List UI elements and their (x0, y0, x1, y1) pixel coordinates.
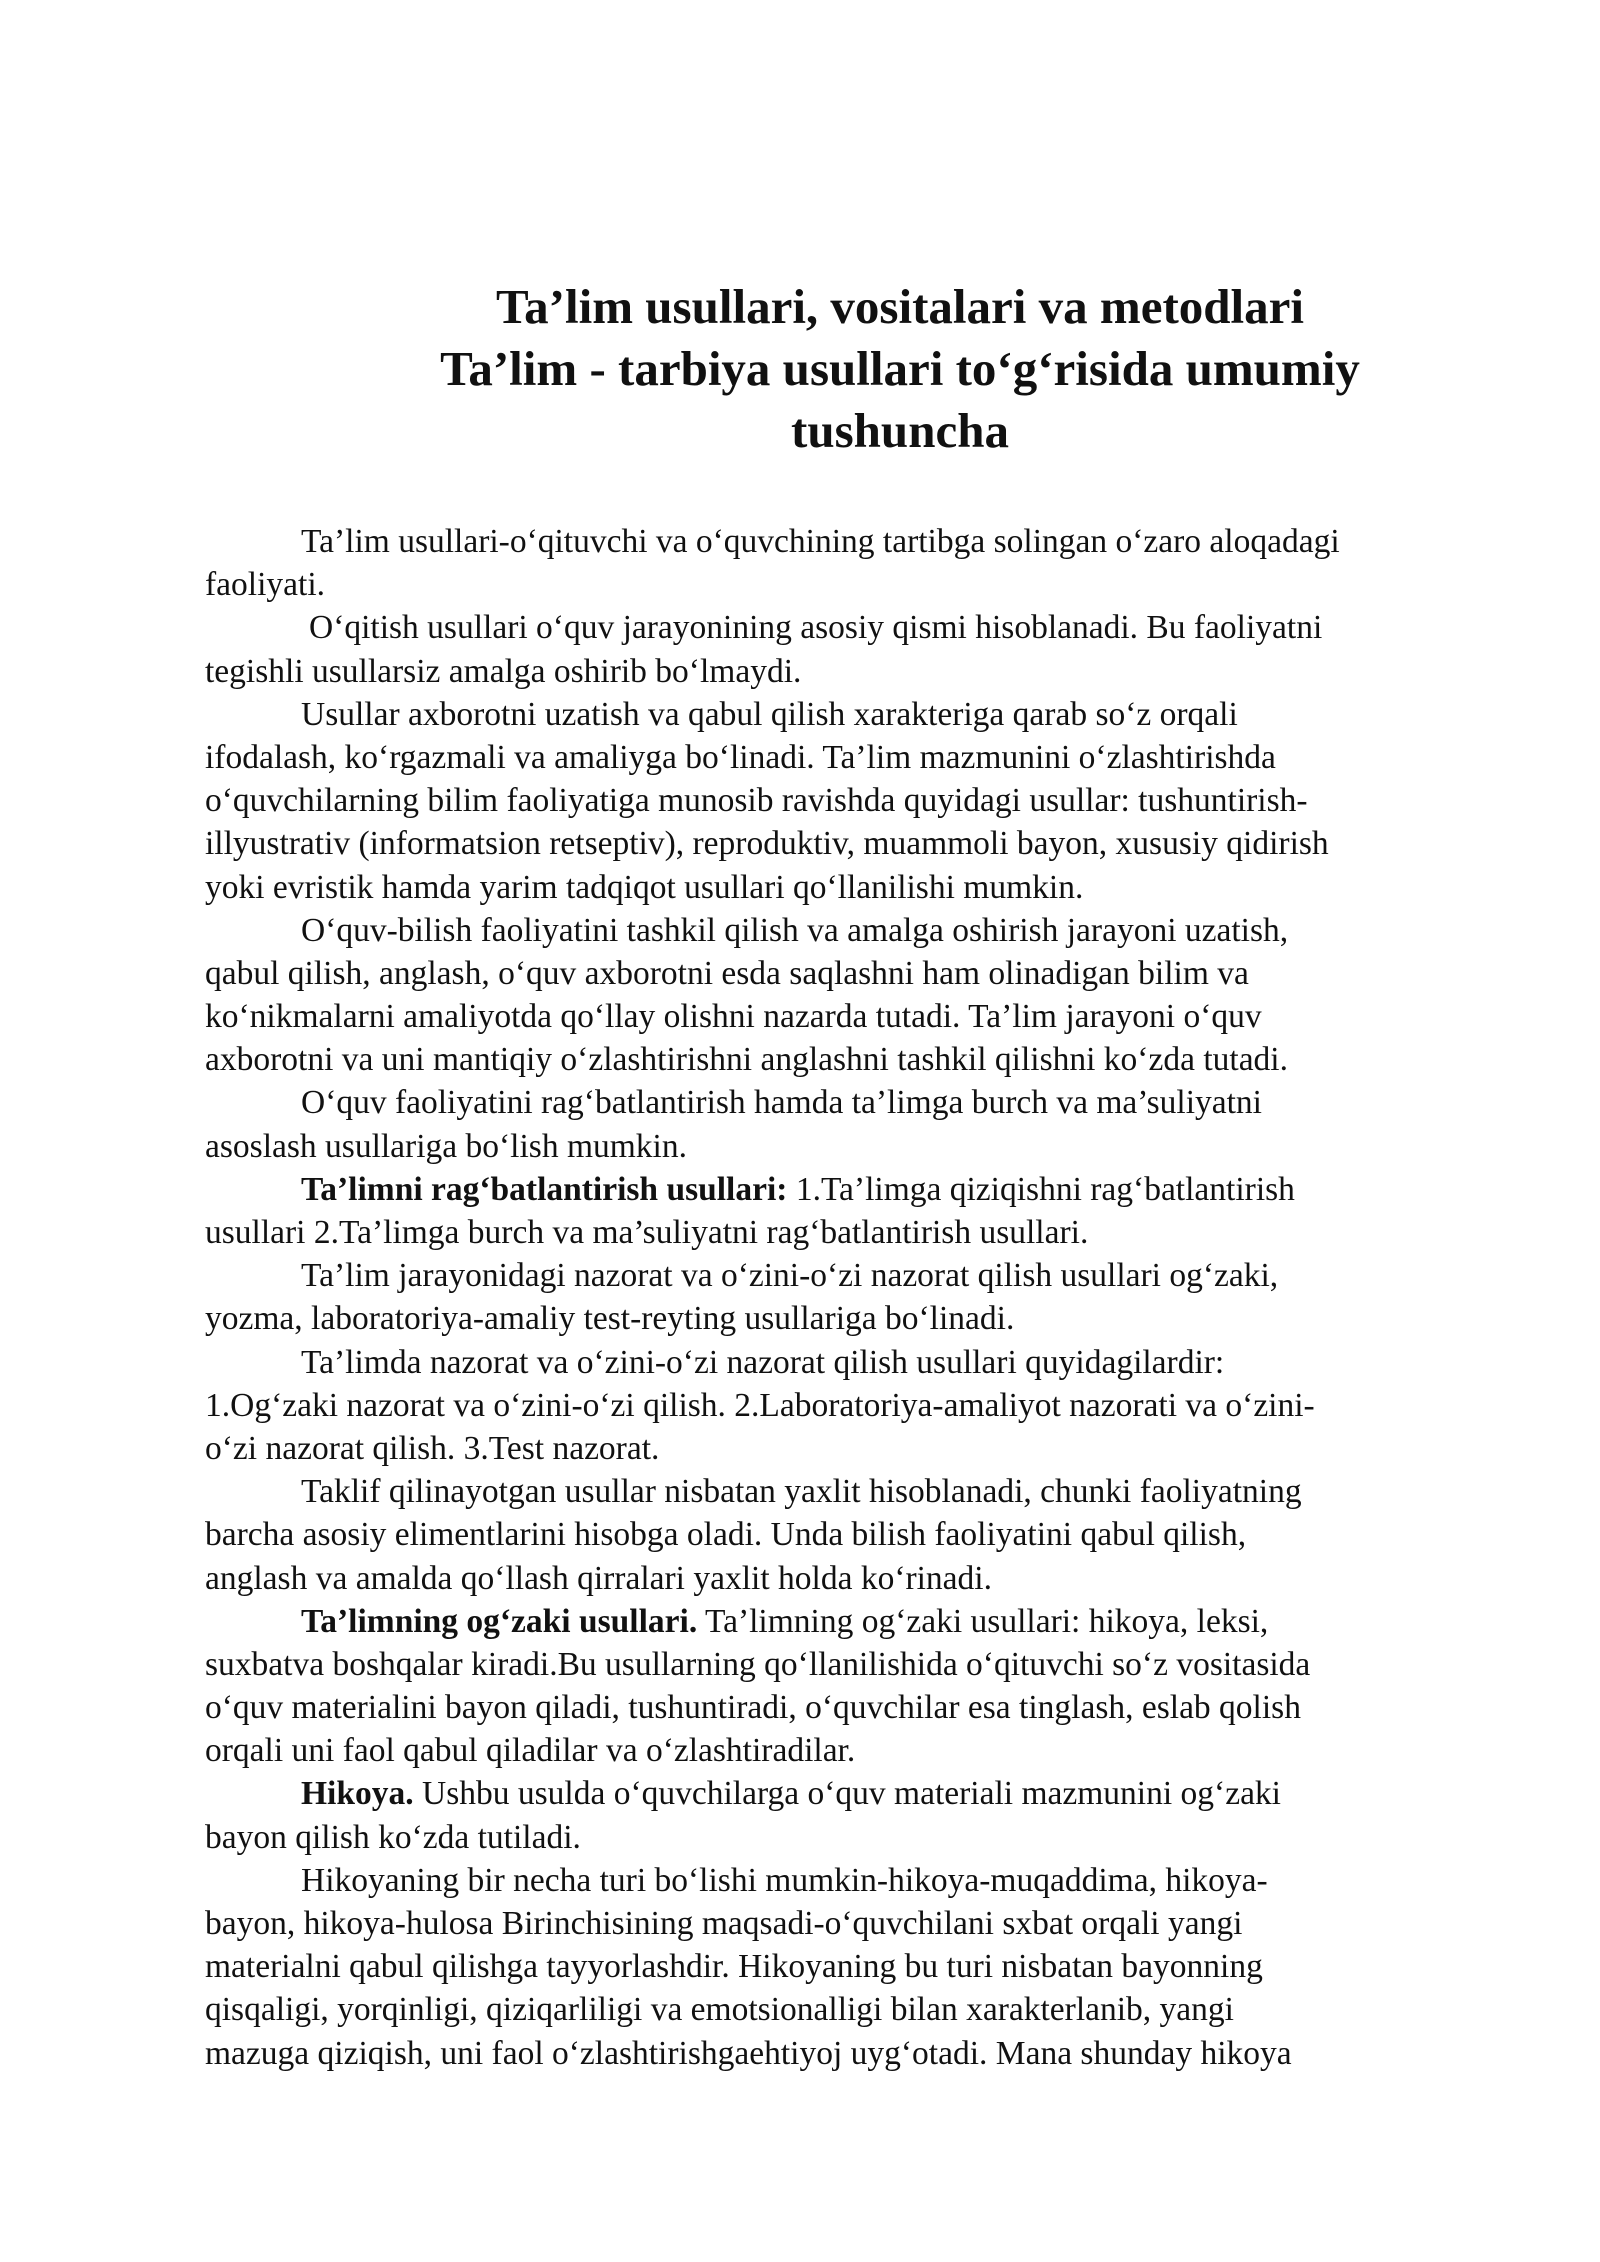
text-line (205, 1168, 1487, 1211)
text-line (205, 1384, 1487, 1427)
line-text: Ta’limda nazorat va o‘zini-o‘zi nazorat qilish usullari quyidagilardir: (301, 1343, 1225, 1381)
line-text: 1.Og‘zaki nazorat va o‘zini-o‘zi qilish. 2.Laboratoriya-amaliyot nazorati va o‘zini- (205, 1386, 1315, 1424)
line-text: Hikoyaning bir necha turi bo‘lishi mumkin-hikoya-muqaddima, hikoya- (301, 1861, 1268, 1899)
line-text: ifodalash, ko‘rgazmali va amaliyga bo‘linadi. Ta’lim mazmunini o‘zlashtirishda (205, 738, 1276, 776)
line-text: 1.Ta’limga qiziqishni rag‘batlantirish (787, 1170, 1295, 1208)
text-line (205, 1859, 1487, 1902)
text-line (205, 520, 1487, 563)
text-line (205, 1081, 1487, 1124)
text-line (205, 1513, 1487, 1556)
line-text: orqali uni faol qabul qiladilar va o‘zlashtiradilar. (205, 1732, 856, 1770)
text-line (205, 1729, 1487, 1772)
line-text: Taklif qilinayotgan usullar nisbatan yaxlit hisoblanadi, chunki faoliyatning (301, 1473, 1302, 1511)
text-line (205, 779, 1487, 822)
text-line (205, 952, 1487, 995)
line-text: qisqaligi, yorqinligi, qiziqarliligi va emotsionalligi bilan xarakterlanib, yangi (205, 1991, 1234, 2029)
line-text: Usullar axborotni uzatish va qabul qilish xarakteriga qarab so‘z orqali (301, 695, 1238, 733)
line-text: o‘quvchilarning bilim faoliyatiga munosib ravishda quyidagi usullar: tushuntirish- (205, 782, 1308, 820)
line-text: axborotni va uni mantiqiy o‘zlashtirishni anglashni tashkil qilishni ko‘zda tutadi. (205, 1041, 1288, 1079)
text-line (205, 1211, 1487, 1254)
line-text: tegishli usullarsiz amalga oshirib bo‘lmaydi. (205, 652, 802, 690)
text-line (205, 693, 1487, 736)
line-text: illyustrativ (informatsion retseptiv), reproduktiv, muammoli bayon, xususiy qidirish (205, 825, 1329, 863)
bold-heading: Ta’limni rag‘batlantirish usullari: (301, 1170, 788, 1208)
line-text: ko‘nikmalarni amaliyotda qo‘llay olishni nazarda tutadi. Ta’lim jarayoni o‘quv (205, 998, 1262, 1036)
line-text: mazuga qiziqish, uni faol o‘zlashtirishgaehtiyoj uyg‘otadi. Mana shunday hikoya (205, 2034, 1292, 2072)
text-line (205, 995, 1487, 1038)
line-text: yoki evristik hamda yarim tadqiqot usullari qo‘llanilishi mumkin. (205, 868, 1084, 906)
text-line (205, 822, 1487, 865)
line-text: o‘zi nazorat qilish. 3.Test nazorat. (205, 1429, 660, 1467)
text-line (205, 563, 1487, 606)
text-line (205, 1902, 1487, 1945)
document-body (205, 520, 1487, 2075)
line-text: Ta’limning og‘zaki usullari: hikoya, leksi, (697, 1602, 1269, 1640)
line-text: usullari 2.Ta’limga burch va ma’suliyatni rag‘batlantirish usullari. (205, 1214, 1089, 1251)
line-text: Ta’lim jarayonidagi nazorat va o‘zini-o‘zi nazorat qilish usullari og‘zaki, (301, 1257, 1279, 1295)
line-text: bayon qilish ko‘zda tutiladi. (205, 1818, 581, 1856)
line-text: yozma, laboratoriya-amaliy test-reyting usullariga bo‘linadi. (205, 1300, 1015, 1338)
title-line-1: Ta’lim usullari, vositalari va metodlari (495, 279, 1305, 334)
line-text: faoliyati. (205, 566, 325, 604)
text-line (205, 2032, 1487, 2075)
text-line (205, 866, 1487, 909)
bold-heading: Ta’limning og‘zaki usullari. (301, 1602, 698, 1640)
text-line (205, 1297, 1487, 1340)
text-line (205, 1470, 1487, 1513)
line-text: O‘qitish usullari o‘quv jarayonining asosiy qismi hisoblanadi. Bu faoliyatni (309, 609, 1323, 647)
text-line (205, 1945, 1487, 1988)
text-line (205, 1557, 1487, 1600)
line-text: Ta’lim usullari-o‘qituvchi va o‘quvchining tartibga solingan o‘zaro aloqadagi (301, 523, 1340, 560)
line-text: asoslash usullariga bo‘lish mumkin. (205, 1127, 687, 1165)
line-text: anglash va amalda qo‘llash qirralari yaxlit holda ko‘rinadi. (205, 1559, 992, 1597)
text-line (205, 909, 1487, 952)
line-text: Ushbu usulda o‘quvchilarga o‘quv materiali mazmunini og‘zaki (413, 1775, 1281, 1813)
text-line (205, 1686, 1487, 1729)
text-line (205, 1988, 1487, 2031)
bold-heading: Hikoya. (301, 1775, 414, 1813)
text-line (205, 1772, 1487, 1815)
line-text: materialni qabul qilishga tayyorlashdir. Hikoyaning bu turi nisbatan bayonning (205, 1948, 1263, 1986)
document-title (360, 276, 1440, 462)
text-line (205, 1427, 1487, 1470)
text-line (205, 1341, 1487, 1384)
text-line (205, 1816, 1487, 1859)
text-line (205, 1643, 1487, 1686)
line-text: suxbatva boshqalar kiradi.Bu usullarning qo‘llanilishida o‘qituvchi so‘z vositasida (205, 1645, 1311, 1683)
line-text: O‘quv-bilish faoliyatini tashkil qilish va amalga oshirish jarayoni uzatish, (301, 911, 1289, 949)
line-text: qabul qilish, anglash, o‘quv axborotni esda saqlashni ham olinadigan bilim va (205, 954, 1249, 992)
text-line (205, 1254, 1487, 1297)
line-text: O‘quv faoliyatini rag‘batlantirish hamda ta’limga burch va ma’suliyatni (301, 1084, 1262, 1122)
line-text: bayon, hikoya-hulosa Birinchisining maqsadi-o‘quvchilani sxbat orqali yangi (205, 1905, 1243, 1942)
text-line (205, 650, 1487, 693)
text-line (205, 1600, 1487, 1643)
line-text: barcha asosiy elimentlarini hisobga oladi. Unda bilish faoliyatini qabul qilish, (205, 1516, 1247, 1554)
title-line-3: tushuncha (791, 403, 1009, 458)
text-line (205, 1038, 1487, 1081)
line-text: o‘quv materialini bayon qiladi, tushuntiradi, o‘quvchilar esa tinglash, eslab qolish (205, 1689, 1301, 1727)
text-line (205, 606, 1487, 649)
title-line-2: Ta’lim - tarbiya usullari to‘g‘risida umumiy (440, 341, 1360, 396)
text-line (205, 736, 1487, 779)
text-line (205, 1125, 1487, 1168)
